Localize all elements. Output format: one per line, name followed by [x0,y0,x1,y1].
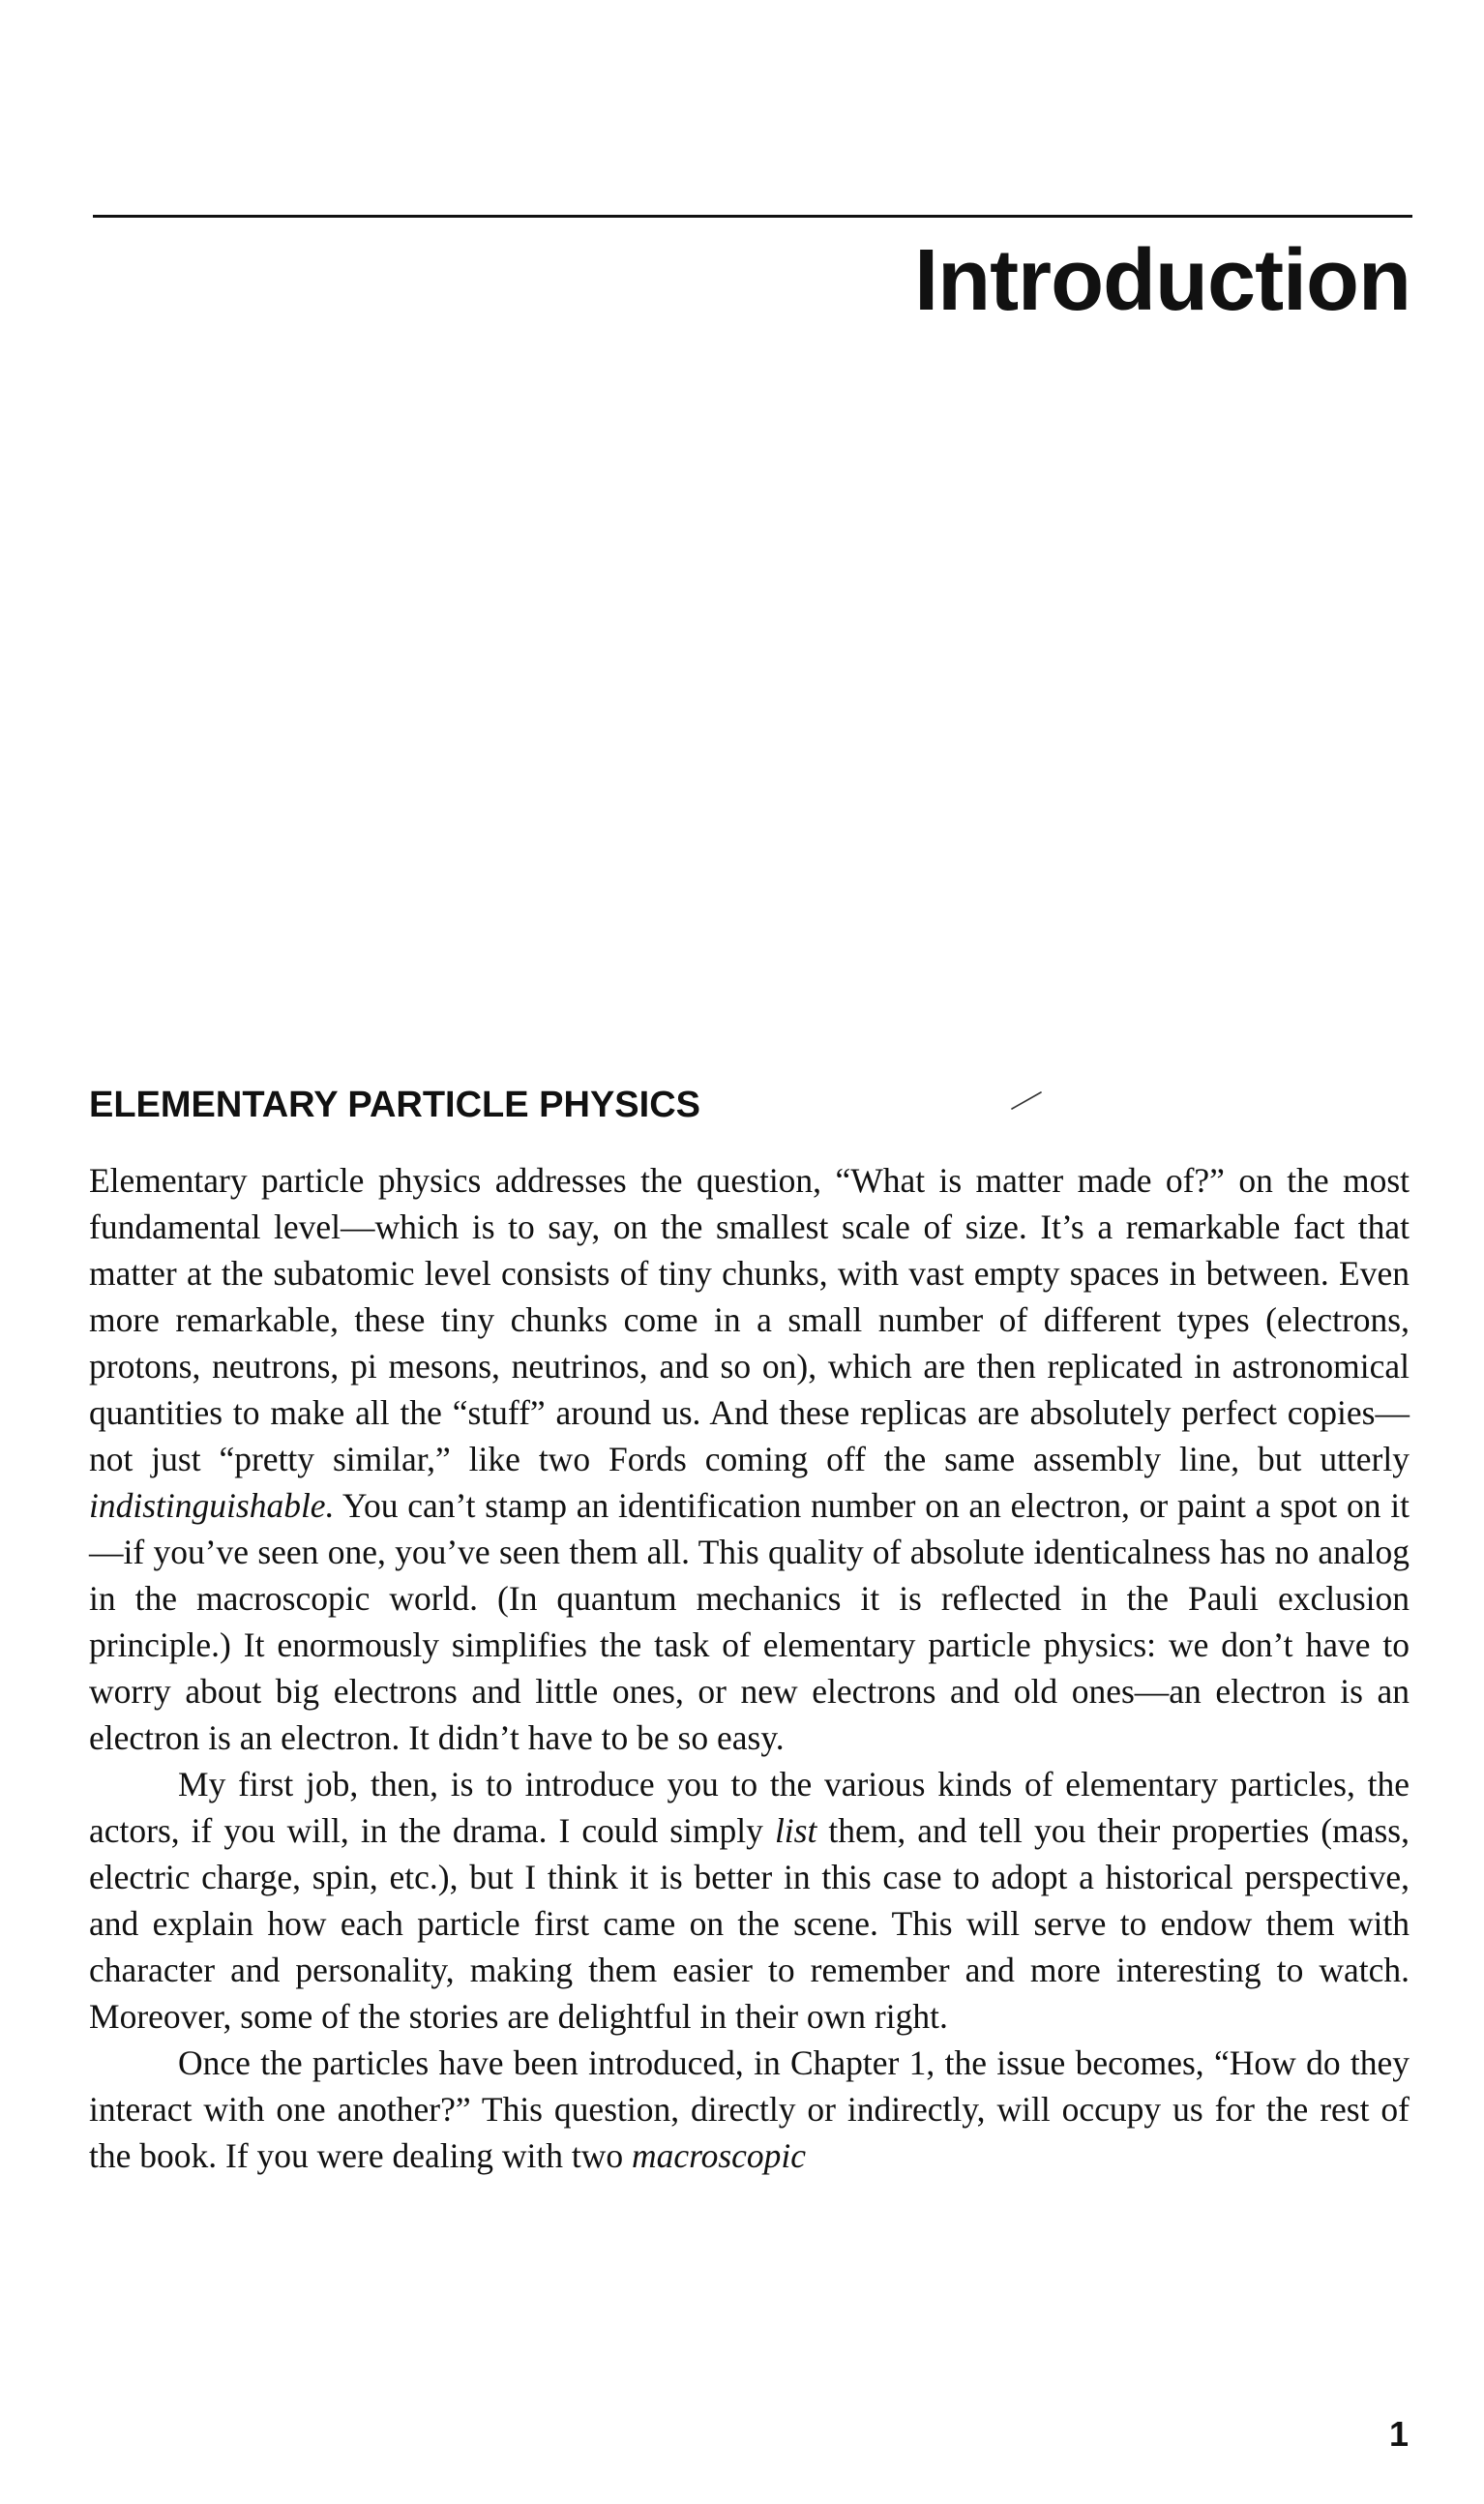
paragraph-2-text-a: My first job, then, is to introduce you to the various kinds of elementary particles, the actors, if you will, in the drama. I could simply [89,1765,1410,1850]
paragraph-2-emphasis: list [774,1811,817,1850]
paragraph-3-text-a: Once the particles have been introduced, in Chapter 1, the issue becomes, “How do they interact with one another?” This question, directly or indirectly, will occupy us for the rest of the book. If you were dealing with two [89,2043,1410,2175]
paragraph-2 [89,1761,1410,2040]
paragraph-1-text-b: You can’t stamp an identification number on an electron, or paint a spot on it—if you’ve seen one, you’ve seen them all. This quality of absolute identicalness has no analog in the macroscopic world. (In quantum mechanics it is reflected in the Pauli exclusion principle.) It enormously simplifies the task of elementary particle physics: we don’t have to worry about big electrons and little ones, or new electrons and old ones—an electron is an electron is an electron. It didn’t have to be so easy. [89,1486,1410,1757]
paragraph-3 [89,2040,1410,2179]
paragraph-2-text-b: them, and tell you their properties (mass, electric charge, spin, etc.), but I think it is better in this case to adopt a historical perspective, and explain how each particle first came on the scene. This will serve to endow them with character and personality, making them easier to remember and more interesting to watch. Moreover, some of the stories are delightful in their own right. [89,1811,1410,2036]
paragraph-1-text-a: Elementary particle physics addresses the question, “What is matter made of?” on the most fundamental level—which is to say, on the smallest scale of size. It’s a remarkable fact that matter at the subatomic level consists of tiny chunks, with vast empty spaces in between. Even more remarkable, these tiny chunks come in a small number of different types (electrons, protons, neutrons, pi mesons, neutrinos, and so on), which are then replicated in astronomical quantities to make all the “stuff” around us. And these replicas are absolutely perfect copies—not just “pretty similar,” like two Fords coming off the same assembly line, but utterly [89,1161,1410,1478]
paragraph-1-emphasis: indistinguishable. [89,1486,335,1525]
paragraph-3-emphasis: macroscopic [631,2136,807,2175]
chapter-title: Introduction [914,232,1410,329]
chapter-rule [93,215,1412,218]
pen-mark-icon [1010,1089,1043,1111]
body-text [89,1157,1410,2179]
section-heading: ELEMENTARY PARTICLE PHYSICS [89,1085,700,1125]
paragraph-1 [89,1157,1410,1761]
page-number: 1 [1388,2414,1409,2454]
